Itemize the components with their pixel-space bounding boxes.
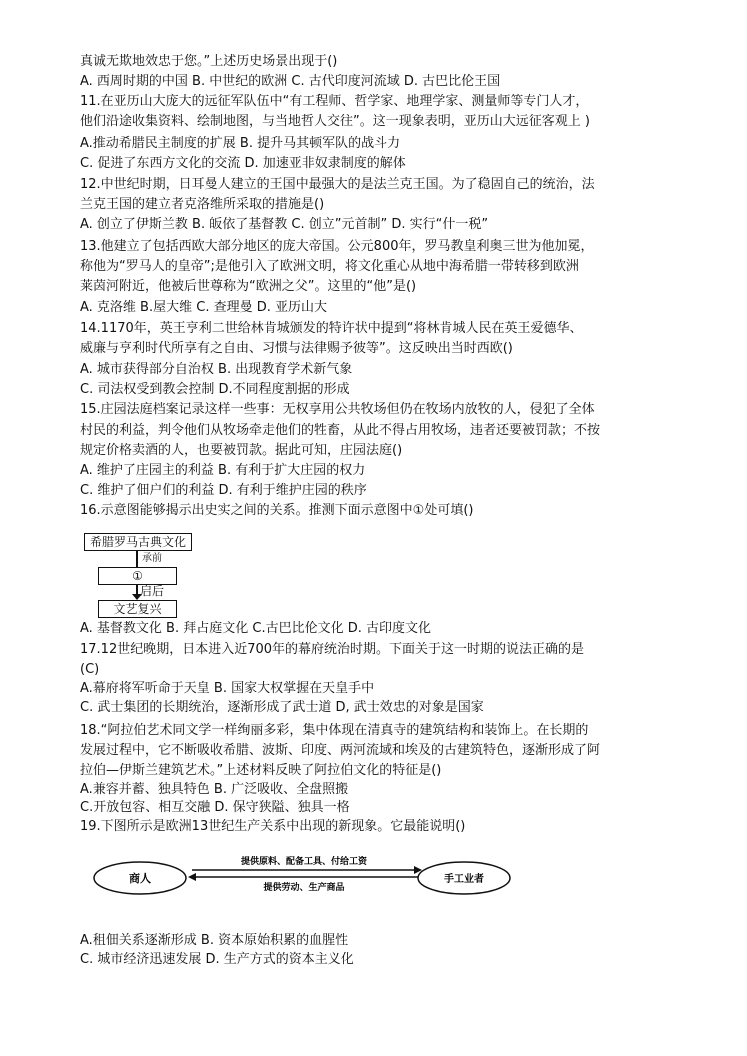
text-line: A. 创立了伊斯兰教 B. 皈依了基督教 C. 创立”元首制” D. 实行“什一税” bbox=[80, 217, 489, 232]
diagram19-arrow-bottom-head bbox=[188, 873, 196, 881]
text-line: A.推动希腊民主制度的扩展 B. 提升马其顿军队的战斗力 bbox=[80, 136, 401, 151]
diagram16-arrow1-label: 承前 bbox=[142, 553, 162, 564]
diagram16-arrow-line bbox=[136, 550, 138, 567]
text-line: 规定价格卖酒的人，也要被罚款。据此可知，庄园法庭() bbox=[80, 443, 403, 458]
diagram16-top-box: 希腊罗马古典文化 bbox=[84, 533, 192, 551]
text-line: 村民的利益，判令他们从牧场牵走他们的牲畜，从此不得占用牧场，违者还要被罚款；不按 bbox=[80, 423, 601, 438]
diagram16-middle-box: ① bbox=[98, 567, 177, 585]
text-line: 莱茵河附近，他被后世尊称为“欧洲之父”。这里的“他”是() bbox=[80, 279, 417, 294]
text-line: 他们沿途收集资料、绘制地图，与当地哲人交往”。这一现象表明，亚历山大远征客观上 ) bbox=[80, 114, 590, 129]
text-line: 拉伯—伊斯兰建筑艺术。”上述材料反映了阿拉伯文化的特征是() bbox=[80, 763, 442, 778]
text-line: 17.12世纪晚期，日本进入近700年的幕府统治时期。下面关于这一时期的说法正确的是 bbox=[80, 642, 585, 657]
text-line: 威廉与亨利时代所享有之自由、习惯与法律赐予彼等”。这反映出当时西欧() bbox=[80, 341, 513, 356]
text-line: 12.中世纪时期，日耳曼人建立的王国中最强大的是法兰克王国。为了稳固自己的统治，法 bbox=[80, 177, 595, 192]
text-line: A. 基督教文化 B. 拜占庭文化 C.古巴比伦文化 D. 古印度文化 bbox=[80, 621, 431, 636]
diagram19-top-label: 提供原料、配备工具、付给工资 bbox=[240, 857, 368, 867]
text-line: 14.1170年，英王亨利二世给林肯城颁发的特许状中提到“将林肯城人民在英王爱德华、 bbox=[80, 321, 583, 336]
text-line: C. 司法权受到教会控制 D.不同程度割据的形成 bbox=[80, 382, 350, 397]
text-line: 18.“阿拉伯艺术同文学一样绚丽多彩，集中体现在清真寺的建筑结构和装饰上。在长期的 bbox=[80, 723, 589, 738]
text-line: C. 维护了佃户们的利益 D. 有利于维护庄园的秩序 bbox=[80, 483, 367, 498]
text-line: 称他为“罗马人的皇帝”;是他引入了欧洲文明，将文化重心从地中海希腊一带转移到欧洲 bbox=[80, 259, 579, 274]
text-line: C.开放包容、相互交融 D. 保守狭隘、独具一格 bbox=[80, 800, 350, 815]
text-line: A.兼容并蓄、独具特色 B. 广泛吸收、全盘照搬 bbox=[80, 782, 349, 797]
text-line: A. 维护了庄园主的利益 B. 有利于扩大庄园的权力 bbox=[80, 463, 366, 478]
text-line: 兰克王国的建立者克洛维所采取的措施是() bbox=[80, 197, 325, 212]
diagram19-left-label: 商人 bbox=[129, 872, 151, 885]
text-line: A.幕府将军听命于天皇 B. 国家大权掌握在天皇手中 bbox=[80, 681, 375, 696]
diagram19-right-label: 手工业者 bbox=[444, 874, 484, 885]
text-line: (C) bbox=[80, 662, 100, 677]
text-line: 15.庄园法庭档案记录这样一些事：无权享用公共牧场但仍在牧场内放牧的人，侵犯了全体 bbox=[80, 402, 595, 417]
text-line: C. 促进了东西方文化的交流 D. 加速亚非奴隶制度的解体 bbox=[80, 156, 406, 171]
text-line: 发展过程中，它不断吸收希腊、波斯、印度、两河流域和埃及的古建筑特色，逐渐形成了阿 bbox=[80, 743, 601, 758]
text-line: 19.下图所示是欧洲13世纪生产关系中出现的新现象。它最能说明() bbox=[80, 819, 466, 834]
text-line: C. 武士集团的长期统治，逐渐形成了武士道 D, 武士效忠的对象是国家 bbox=[80, 700, 484, 715]
text-line: A. 克洛维 B.屋大维 C. 查理曼 D. 亚历山大 bbox=[80, 300, 327, 315]
text-line: A. 城市获得部分自治权 B. 出现教育学术新气象 bbox=[80, 362, 353, 377]
text-line: 真诚无欺地效忠于您。”上述历史场景出现于() bbox=[80, 54, 338, 69]
diagram19 bbox=[92, 850, 512, 910]
diagram16-bottom-box: 文艺复兴 bbox=[98, 600, 177, 618]
text-line: C. 城市经济迅速发展 D. 生产方式的资本主义化 bbox=[80, 952, 354, 967]
text-line: 16.示意图能够揭示出史实之间的关系。推测下面示意图中①处可填() bbox=[80, 503, 474, 518]
text-line: 13.他建立了包括西欧大部分地区的庞大帝国。公元800年，罗马教皇利奥三世为他加冕， bbox=[80, 239, 594, 254]
text-line: A.租佃关系逐渐形成 B. 资本原始积累的血腥性 bbox=[80, 933, 349, 948]
diagram16-arrow2-label: 启后 bbox=[140, 584, 165, 598]
text-line: A. 西周时期的中国 B. 中世纪的欧洲 C. 古代印度河流域 D. 古巴比伦王国 bbox=[80, 74, 501, 89]
text-line: 11.在亚历山大庞大的远征军队伍中“有工程师、哲学家、地理学家、测量师等专门人才， bbox=[80, 94, 589, 109]
diagram19-bottom-label: 提供劳动、生产商品 bbox=[263, 883, 345, 893]
